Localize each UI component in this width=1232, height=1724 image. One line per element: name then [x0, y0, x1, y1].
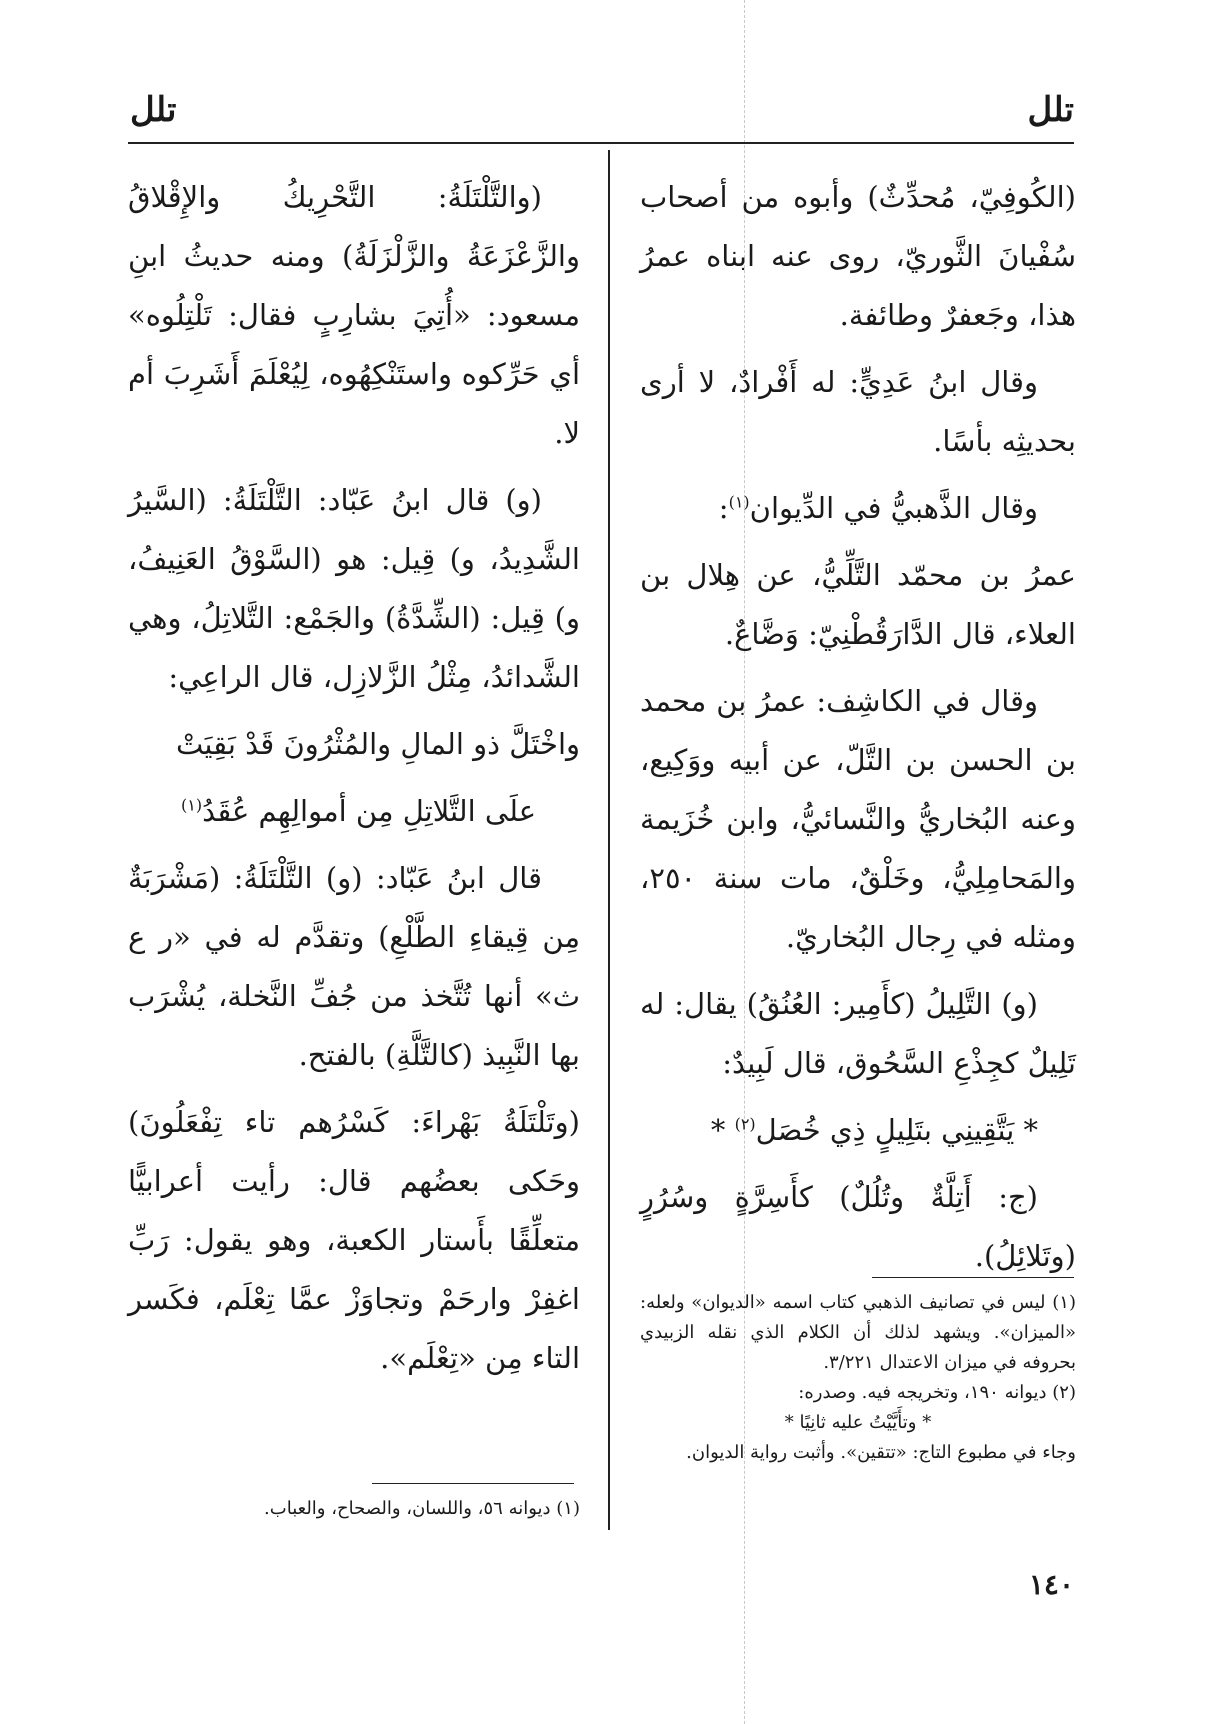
left-footnotes	[128, 1494, 580, 1524]
paragraph: قال ابنُ عَبّاد: (و) التَّلْتَلَةُ: (مَشْرَبَةٌ مِن قِيقاءِ الطَّلْعِ) وتقدَّم له في «ر ع ث» أنها تُتَّخذ من جُفِّ النَّخلة، يُشْرَب بها النَّبِيذ (كالتَّلَّةِ) بالفتح.	[128, 861, 580, 1072]
header-rule	[128, 142, 1074, 144]
paragraph: (و) التَّلِيلُ (كأَمِير: العُنُقُ) يقال: له تَلِيلٌ كجِذْعِ السَّحُوق، قال لَبِيدٌ:	[640, 987, 1076, 1080]
right-column	[640, 168, 1076, 1294]
footnote: (١) ديوانه ٥٦، واللسان، والصحاح، والعباب.	[264, 1498, 580, 1519]
paragraph: وقال في الكاشِف: عمرُ بن محمد بن الحسن بن التَّلّ، عن أبيه ووَكِيع، وعنه البُخاريُّ والنَّسائيُّ، وابن خُزَيمة والمَحامِلِيُّ، وخَلْقٌ، مات سنة ٢٥٠، ومثله في رِجال البُخاريّ.	[640, 684, 1076, 954]
punctuation: :	[718, 491, 729, 525]
footnote: (٢) ديوانه ١٩٠، وتخريجه فيه. وصدره:	[798, 1382, 1076, 1403]
running-header-left: تلل	[130, 90, 177, 130]
verse-line: واخْتَلَّ ذو المالِ والمُثْرُونَ قَدْ بَقِيَتْ	[175, 727, 580, 761]
paragraph: (الكُوفِيّ، مُحدِّثٌ) وأبوه من أصحاب سُفْيانَ الثَّوريّ، روى عنه ابناه عمرُ هذا، وجَعفرٌ وطائفة.	[640, 180, 1076, 332]
paragraph: عمرُ بن محمّد التَّلِّيُّ، عن هِلال بن العلاء، قال الدَّارَقُطْنِيّ: وَضَّاعٌ.	[640, 558, 1076, 651]
verse-star: *	[710, 1113, 735, 1147]
paragraph: (و) قال ابنُ عَبّاد: التَّلْتَلَةُ: (السَّيرُ الشَّدِيدُ، و) قِيل: هو (السَّوْقُ العَنِيفُ، و) قِيل: (الشِّدَّةُ) والجَمْع: التَّلاتِلُ، وهي الشَّدائدُ، مِثْلُ الزَّلازِل، قال الراعِي:	[128, 483, 580, 694]
paragraph	[640, 479, 1076, 538]
paragraph-text: وقال الذَّهبيُّ في الدِّيوان	[749, 491, 1038, 525]
verse-text: * يَتَّقِينِي بتَلِيلٍ ذِي خُصَل	[755, 1113, 1038, 1147]
column-separator	[608, 150, 610, 1530]
footnote-rule	[372, 1483, 574, 1484]
footnote: (١) ليس في تصانيف الذهبي كتاب اسمه «الديوان» ولعله: «الميزان». ويشهد لذلك أن الكلام الذي نقله الزبيدي بحروفه في ميزان الاعتدال ٣/٢٢١.	[640, 1292, 1076, 1373]
paragraph: (ج: أَتِلَّةٌ وتُلُلٌ) كأَسِرَّةٍ وسُرُرٍ (وتَلائِلُ).	[640, 1180, 1076, 1273]
page-number: ١٤٠	[1028, 1568, 1074, 1601]
right-footnotes	[640, 1288, 1076, 1468]
verse-text: علَى التَّلاتِلِ مِن أموالِهِم عُقَدُ	[202, 794, 536, 828]
footnote-marker: (١)	[728, 492, 750, 512]
paragraph: (وتَلْتَلَةُ بَهْراءَ: كَسْرُهم تاء تِفْعَلُونَ) وحَكى بعضُهم قال: رأيت أعرابيًّا متعلِّقًا بأَستار الكعبة، وهو يقول: رَبِّ اغفِرْ وارحَمْ وتجاوَزْ عمَّا تِعْلَم، فكَسر التاء مِن «تِعْلَم».	[128, 1105, 580, 1375]
footnote-verse: * وتأَيَّيْتُ عليه ثانِيًا *	[784, 1412, 932, 1433]
footnote-marker: (٢)	[734, 1114, 756, 1134]
footnote-rule	[872, 1277, 1074, 1278]
verse-line	[128, 782, 580, 841]
paragraph: (والتَّلْتَلَةُ: التَّحْرِيكُ والإِقْلاقُ والزَّعْزَعَةُ والزَّلْزَلَةُ) ومنه حديثُ ابنِ مسعود: «أُتِيَ بشارِبٍ فقال: تَلْتِلُوه» أي حَرِّكوه واستَنْكِهُوه، لِيُعْلَمَ أَشَرِبَ أم لا.	[128, 180, 580, 450]
running-header-right: تلل	[1027, 90, 1074, 130]
paragraph: وقال ابنُ عَدِيٍّ: له أَفْرادٌ، لا أرى بحديثِه بأسًا.	[640, 365, 1076, 458]
left-column	[128, 168, 580, 1396]
footnote-marker: (١)	[181, 795, 203, 815]
verse-line	[640, 1101, 1076, 1160]
footnote: وجاء في مطبوع التاج: «تتقين». وأثبت رواية الديوان.	[686, 1442, 1076, 1463]
